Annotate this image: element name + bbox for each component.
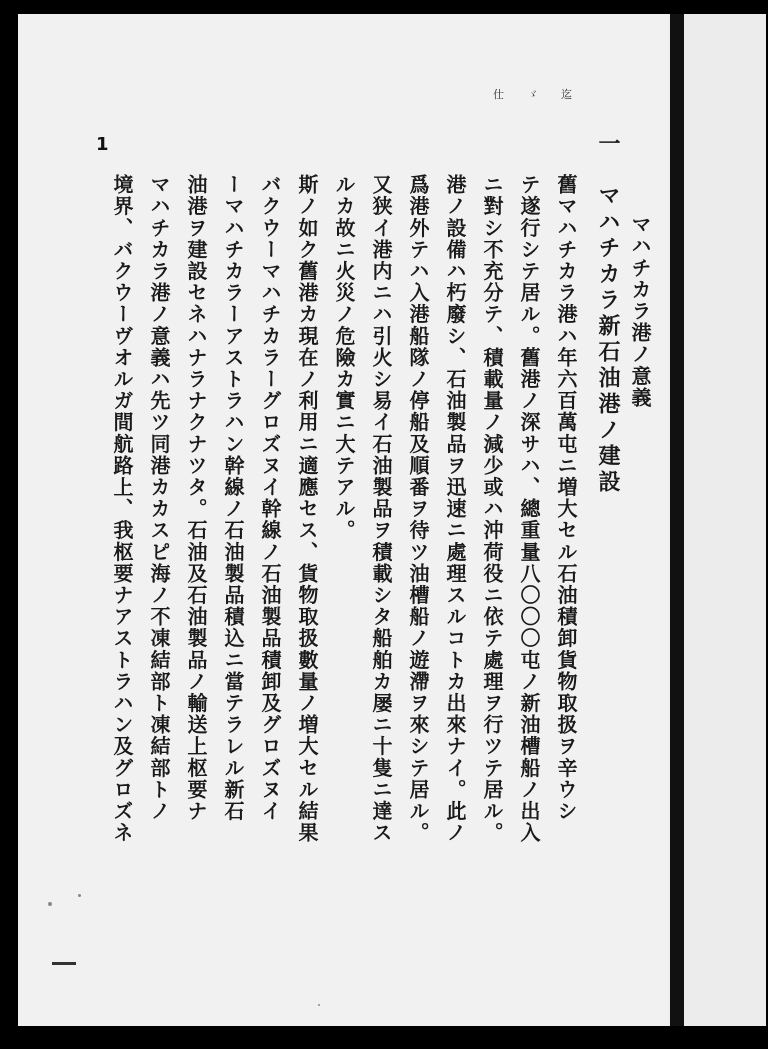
- text-column-12: 油港ヲ建設セネハナラナクナツタ。石油及石油製品ノ輸送上枢要ナ: [184, 174, 208, 822]
- text-column-1: マハチカラ港ノ意義: [628, 214, 652, 409]
- page-body: [18, 14, 668, 1026]
- header-marks: 仕 ゞ 迄: [493, 88, 578, 101]
- text-column-9: 斯ノ如ク舊港カ現在ノ利用ニ適應セス、貨物取扱數量ノ増大セル結果: [295, 174, 319, 844]
- text-column-6: 爲港外テハ入港船隊ノ停船及順番ヲ待ツ油槽船ノ遊滯ヲ來シテ居ル。: [406, 174, 430, 844]
- scan-speck: [48, 902, 52, 906]
- right-margin-strip: [684, 14, 766, 1026]
- margin-dash: [52, 962, 76, 965]
- text-column-3: テ遂行シテ居ル。舊港ノ深サハ、總重量八〇〇〇屯ノ新油槽船ノ出入: [517, 174, 541, 844]
- text-column-8: ルカ故ニ火災ノ危險カ實ニ大テアル。: [332, 174, 356, 542]
- section-heading: 一 マハチカラ新石油港ノ建設: [595, 132, 621, 496]
- text-column-7: 又狭イ港内ニハ引火シ易イ石油製品ヲ積載シタ船舶カ屡ニ十隻ニ達ス: [369, 174, 393, 844]
- text-column-5: 港ノ設備ハ朽廢シ、石油製品ヲ迅速ニ處理スルコトカ出來ナイ。此ノ: [443, 174, 467, 844]
- text-column-11: ーマハチカラーアストラハン幹線ノ石油製品積込ニ當テラレル新石: [221, 174, 245, 822]
- page-spine-shadow: [670, 14, 684, 1026]
- text-column-13: マハチカラ港ノ意義ハ先ツ同港カカスピ海ノ不凍結部ト凍結部トノ: [147, 174, 171, 822]
- text-column-2: 舊マハチカラ港ハ年六百萬屯ニ増大セル石油積卸貨物取扱ヲ辛ウシ: [554, 174, 578, 822]
- scanned-page: [18, 14, 766, 1026]
- page-number: 1: [96, 134, 109, 155]
- text-column-14: 境界、バクウーヴオルガ間航路上、我枢要ナアストラハン及グロズネ: [110, 174, 134, 844]
- text-column-4: ニ對シ不充分テ、積載量ノ減少或ハ沖荷役ニ依テ處理ヲ行ツテ居ル。: [480, 174, 504, 844]
- text-column-10: バクウーマハチカラーグロズヌイ幹線ノ石油製品積卸及グロズヌイ: [258, 174, 282, 822]
- scan-speck: [318, 1004, 320, 1006]
- scan-speck: [78, 894, 81, 897]
